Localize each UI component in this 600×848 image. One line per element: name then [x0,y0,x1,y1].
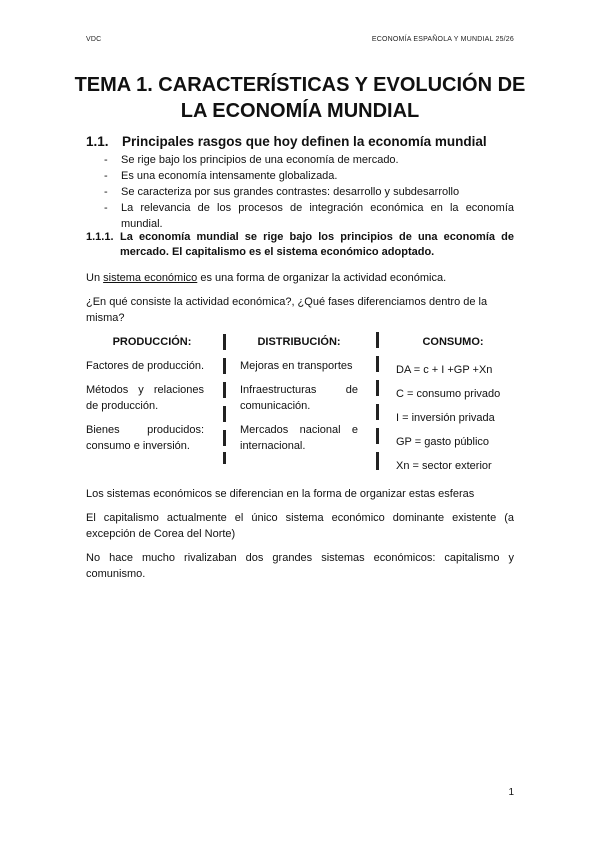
list-item: Mejoras en transportes [240,360,353,372]
column-heading-distribucion: DISTRIBUCIÓN: [257,336,341,348]
column-consumo [396,358,516,478]
list-item: - La relevancia de los procesos de integración económica en la economía mundial. [100,200,514,232]
list-item: Métodos y relaciones de producción. [86,384,204,412]
paragraph-capitalismo: El capitalismo actualmente el único sistema económico dominante existente (a excepción de Corea del Norte) [86,512,514,540]
paragraph-sistema-economico [86,270,514,286]
section-bullet-list [100,152,514,232]
list-item: Xn = sector exterior [396,460,492,472]
header-left: VDC [86,36,102,43]
list-item: Infraestructuras de comunicación. [240,384,358,412]
list-item: - Se rige bajo los principios de una economía de mercado. [100,152,514,168]
page-title-line-1: TEMA 1. CARACTERÍSTICAS Y EVOLUCIÓN DE [74,74,526,96]
column-divider [376,332,379,474]
subsection-number: 1.1.1. [86,231,114,243]
list-item: DA = c + I +GP +Xn [396,364,493,376]
list-item: - Es una economía intensamente globalizada. [100,168,514,184]
paragraph-suffix: es una forma de organizar la actividad económica. [197,272,447,284]
list-item: C = consumo privado [396,388,501,400]
paragraph-rivalizaban: No hace mucho rivalizaban dos grandes sistemas económicos: capitalismo y comunismo. [86,552,514,580]
paragraph-sistemas: Los sistemas económicos se diferencian en la forma de organizar estas esferas [86,488,475,500]
column-produccion [86,358,204,454]
list-item: Mercados nacional e internacional. [240,424,358,452]
underlined-term: sistema económico [103,272,198,284]
column-distribucion [240,358,358,454]
paragraph-question: ¿En qué consiste la actividad económica?, ¿Qué fases diferenciamos dentro de la misma? [86,296,488,324]
list-item: I = inversión privada [396,412,495,424]
section-heading [86,134,487,149]
header-right: ECONOMÍA ESPAÑOLA Y MUNDIAL 25/26 [371,36,514,43]
page-title [60,72,540,124]
page-number: 1 [508,787,514,798]
section-number: 1.1. [86,134,109,149]
paragraph-prefix: Un [86,272,104,284]
column-heading-produccion: PRODUCCIÓN: [112,336,192,348]
list-item: Bienes producidos: consumo e inversión. [86,424,204,452]
section-title: Principales rasgos que hoy definen la economía mundial [122,134,487,149]
column-divider [223,334,226,468]
subsection-text: La economía mundial se rige bajo los principios de una economía de mercado. El capitalismo es el sistema económico adoptado. [120,231,514,258]
list-item: - Se caracteriza por sus grandes contrastes: desarrollo y subdesarrollo [100,184,514,200]
column-heading-consumo: CONSUMO: [422,336,484,348]
list-item: Factores de producción. [86,360,205,372]
page-title-line-2: LA ECONOMÍA MUNDIAL [180,100,420,122]
subsection-heading [86,230,514,260]
list-item: GP = gasto público [396,436,490,448]
